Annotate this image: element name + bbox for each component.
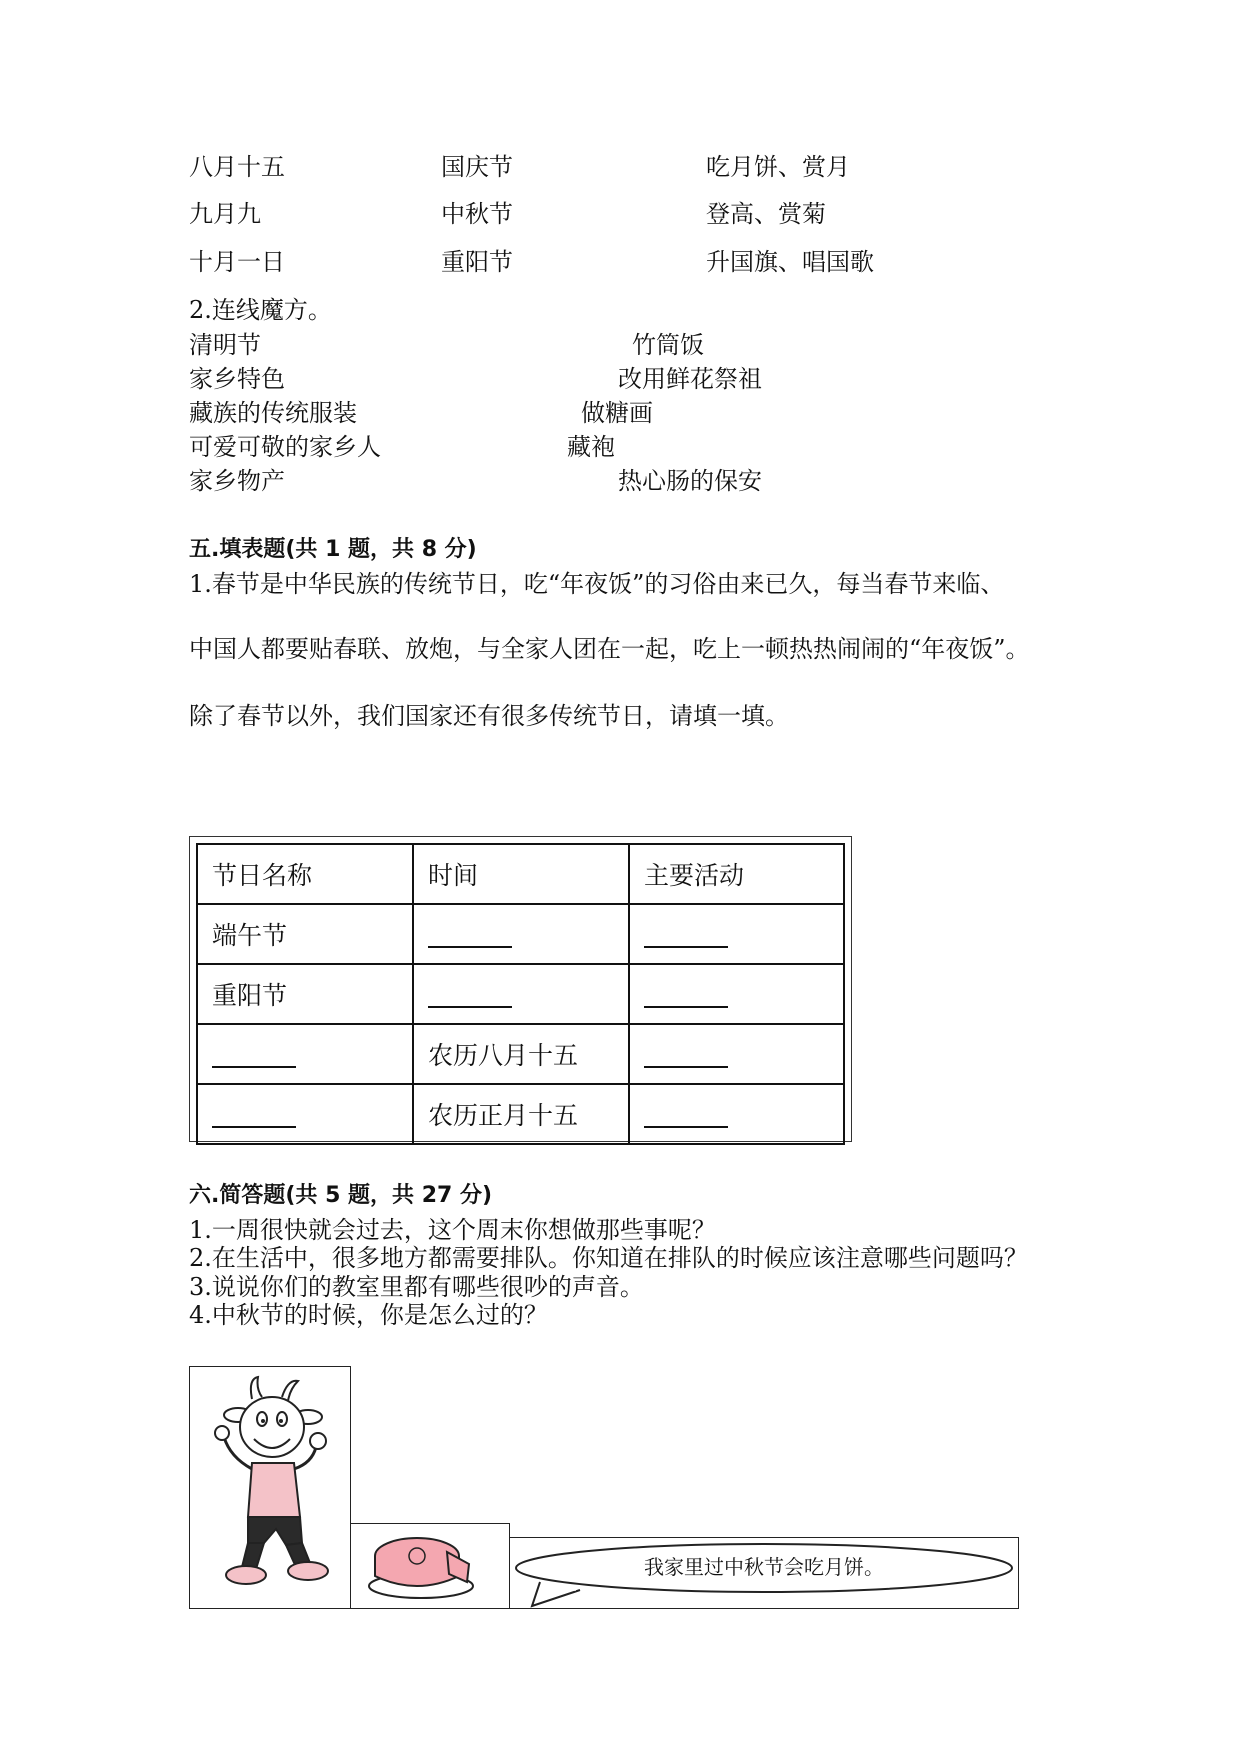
match2-left-1: 清明节: [189, 331, 261, 359]
match2-right-3: 做糖画: [581, 399, 653, 427]
match2-title: 2.连线魔方。: [189, 296, 332, 324]
table-cell: 端午节: [197, 904, 413, 964]
match2-right-1: 竹筒饭: [632, 331, 704, 359]
comic-panel-speech: [509, 1537, 1019, 1609]
festival-table: [196, 843, 845, 1145]
table-header-cell: 时间: [413, 844, 629, 904]
comic-panel-mooncake: [350, 1523, 510, 1609]
answer-blank[interactable]: [644, 924, 728, 948]
table-row: [197, 1024, 844, 1084]
table-header-cell: 节日名称: [197, 844, 413, 904]
table-row: [197, 964, 844, 1024]
answer-blank[interactable]: [428, 924, 512, 948]
answer-blank[interactable]: [212, 1044, 296, 1068]
match1-date-2: 九月九: [189, 200, 261, 228]
section6-title: 六.简答题(共 5 题，共 27 分): [189, 1183, 493, 1208]
table-header-row: [197, 844, 844, 904]
section5-para3: 除了春节以外，我们国家还有很多传统节日，请填一填。: [189, 702, 789, 730]
question-3: 3.说说你们的教室里都有哪些很吵的声音。: [189, 1273, 644, 1301]
table-cell-blank[interactable]: [629, 964, 844, 1024]
match2-left-3: 藏族的传统服装: [189, 399, 357, 427]
table-cell: 农历正月十五: [413, 1084, 629, 1144]
goat-character-illustration: [190, 1367, 350, 1608]
speech-text: 我家里过中秋节会吃月饼。: [644, 1555, 884, 1579]
question-4: 4.中秋节的时候，你是怎么过的？: [189, 1301, 548, 1329]
table-cell-blank[interactable]: [197, 1024, 413, 1084]
match2-left-2: 家乡特色: [189, 365, 285, 393]
answer-blank[interactable]: [212, 1104, 296, 1128]
table-cell-blank[interactable]: [629, 1024, 844, 1084]
table-cell: 重阳节: [197, 964, 413, 1024]
match1-date-1: 八月十五: [189, 153, 285, 181]
table-cell: 农历八月十五: [413, 1024, 629, 1084]
match2-left-5: 家乡物产: [189, 467, 285, 495]
answer-blank[interactable]: [644, 984, 728, 1008]
match2-right-5: 热心肠的保安: [618, 467, 762, 495]
match1-activity-2: 登高、赏菊: [706, 200, 826, 228]
answer-blank[interactable]: [644, 1044, 728, 1068]
match2-right-2: 改用鲜花祭祖: [618, 365, 762, 393]
section5-title: 五.填表题(共 1 题，共 8 分): [189, 537, 477, 562]
mooncake-icon: [351, 1524, 509, 1608]
table-cell-blank[interactable]: [197, 1084, 413, 1144]
match2-right-4: 藏袍: [567, 433, 615, 461]
match1-festival-1: 国庆节: [441, 153, 513, 181]
match1-activity-1: 吃月饼、赏月: [706, 153, 850, 181]
question-1: 1.一周很快就会过去，这个周末你想做那些事呢？: [189, 1216, 716, 1244]
table-cell-blank[interactable]: [413, 904, 629, 964]
answer-blank[interactable]: [428, 984, 512, 1008]
section5-para1: 1.春节是中华民族的传统节日，吃“年夜饭”的习俗由来已久，每当春节来临、: [189, 570, 1005, 598]
section5-para2: 中国人都要贴春联、放炮，与全家人团在一起，吃上一顿热热闹闹的“年夜饭”。: [189, 635, 1030, 663]
match1-activity-3: 升国旗、唱国歌: [706, 248, 874, 276]
table-cell-blank[interactable]: [629, 1084, 844, 1144]
match2-left-4: 可爱可敬的家乡人: [189, 433, 381, 461]
table-header-cell: 主要活动: [629, 844, 844, 904]
table-row: [197, 904, 844, 964]
table-row: [197, 1084, 844, 1144]
table-cell-blank[interactable]: [629, 904, 844, 964]
match1-festival-3: 重阳节: [441, 248, 513, 276]
match1-date-3: 十月一日: [189, 248, 285, 276]
answer-blank[interactable]: [644, 1104, 728, 1128]
comic-panel-character: [189, 1366, 351, 1609]
table-cell-blank[interactable]: [413, 964, 629, 1024]
question-2: 2.在生活中，很多地方都需要排队。你知道在排队的时候应该注意哪些问题吗？: [189, 1244, 1028, 1272]
match1-festival-2: 中秋节: [441, 200, 513, 228]
